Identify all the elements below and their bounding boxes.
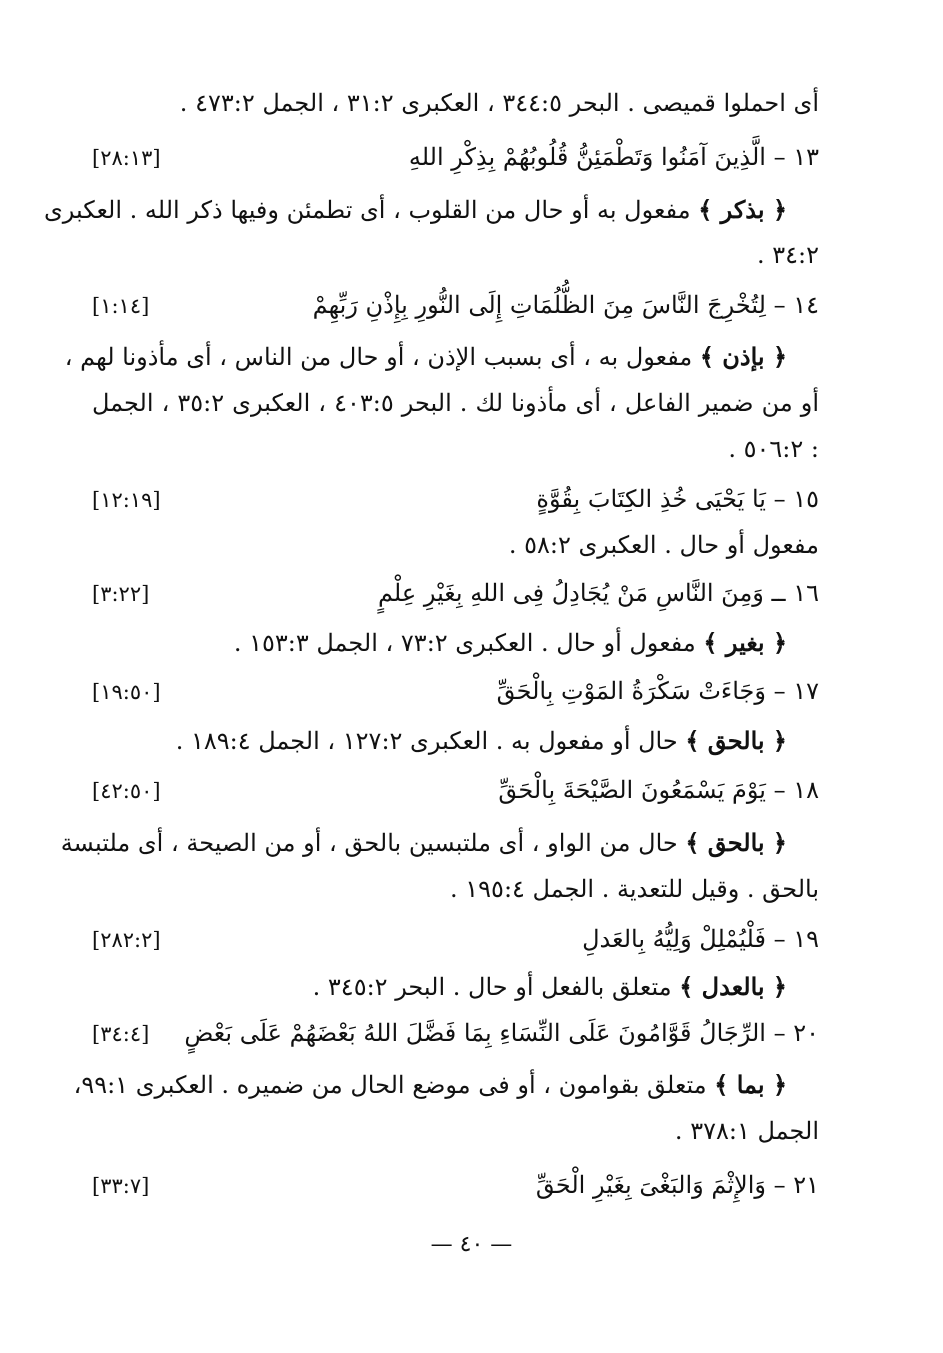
verse-reference: [٣:٢٢]	[92, 582, 150, 606]
text-line: : ٥٠٦:٢ .	[728, 435, 819, 463]
verse-reference: [٤٢:٥٠]	[92, 779, 161, 803]
key-word: ﴿ بالعدل ﴾	[679, 972, 787, 1001]
verse-line	[92, 482, 819, 517]
verse-text: ١٣ – الَّذِينَ آمَنُوا وَتَطْمَئِنُّ قُلُوبُهُمْ بِذِكْرِ اللهِ	[408, 143, 819, 171]
verse-line	[92, 140, 819, 175]
commentary-line: ﴿ بالحق ﴾ حال أو مفعول به . العكبرى ١٢٧:٢ ، الجمل ١٨٩:٤ .	[175, 726, 787, 755]
verse-reference: [٣٤:٤]	[92, 1022, 150, 1046]
verse-line	[92, 288, 819, 323]
key-word: ﴿ بالحق ﴾	[685, 726, 787, 755]
text-line: مفعول أو حال . العكبرى ٥٨:٢ .	[508, 531, 819, 559]
verse-reference: [١٢:١٩]	[92, 488, 161, 512]
commentary-line: ﴿ بإذن ﴾ مفعول به ، أى بسبب الإذن ، أو حال من الناس ، أى مأذونا لهم ،	[64, 342, 787, 371]
commentary-line: ﴿ بما ﴾ متعلق بقوامون ، أو فى موضع الحال من ضميره . العكبرى ٩٩:١،	[73, 1070, 787, 1099]
key-word: ﴿ بإذن ﴾	[699, 342, 787, 371]
verse-text: ١٥ – يَا يَحْيَى خُذِ الكِتَابَ بِقُوَّةٍ	[536, 485, 819, 513]
verse-line	[92, 773, 819, 808]
verse-text: ٢٠ – الرِّجَالُ قَوَّامُونَ عَلَى النِّسَاءِ بِمَا فَضَّلَ اللهُ بَعْضَهُمْ عَلَى بَعْضٍ	[184, 1019, 819, 1047]
text-line: ٣٤:٢ .	[756, 241, 819, 269]
text-line: الجمل ٣٧٨:١ .	[674, 1117, 819, 1145]
verse-reference: [١:١٤]	[92, 294, 150, 318]
verse-reference: [٢٨:١٣]	[92, 146, 161, 170]
verse-line	[92, 1168, 819, 1203]
verse-text: ١٨ – يَوْمَ يَسْمَعُونَ الصَّيْحَةَ بِالْحَقِّ	[498, 776, 819, 804]
key-word: ﴿ بغير ﴾	[703, 628, 787, 657]
verse-line	[92, 1016, 819, 1051]
verse-text: ١٧ – وَجَاءَتْ سَكْرَةُ المَوْتِ بِالْحَقِّ	[496, 677, 819, 705]
text-line: أو من ضمير الفاعل ، أى مأذونا لك . البحر ٤٠٣:٥ ، العكبرى ٣٥:٢ ، الجمل	[92, 389, 819, 417]
page-number: — ٤٠ —	[430, 1232, 513, 1257]
verse-text: ١٩ – فَلْيُمْلِلْ وَلِيُّهُ بِالعَدلِ	[582, 925, 819, 953]
commentary-line: ﴿ بالعدل ﴾ متعلق بالفعل أو حال . البحر ٣٤٥:٢ .	[312, 972, 787, 1001]
verse-line	[92, 674, 819, 709]
commentary-line: ﴿ بذكر ﴾ مفعول به أو حال من القلوب ، أى تطمئن وفيها ذكر الله . العكبرى	[43, 195, 787, 224]
key-word: ﴿ بما ﴾	[714, 1070, 787, 1099]
key-word: ﴿ بذكر ﴾	[698, 195, 787, 224]
verse-text: ١٦ ــ وَمِنَ النَّاسِ مَنْ يُجَادِلُ فِى اللهِ بِغَيْرِ عِلْمٍ	[377, 579, 819, 607]
commentary-line: ﴿ بالحق ﴾ حال من الواو ، أى ملتبسين بالحق ، أو من الصيحة ، أى ملتبسة	[60, 828, 787, 857]
commentary-line: ﴿ بغير ﴾ مفعول أو حال . العكبرى ٧٣:٢ ، الجمل ١٥٣:٣ .	[233, 628, 787, 657]
verse-line	[92, 576, 819, 611]
verse-reference: [٢٨٢:٢]	[92, 928, 161, 952]
key-word: ﴿ بالحق ﴾	[685, 828, 787, 857]
verse-line	[92, 922, 819, 957]
verse-text: ٢١ – وَالإِثْمَ وَالبَغْىَ بِغَيْرِ الْحَقِّ	[535, 1171, 819, 1199]
verse-reference: [١٩:٥٠]	[92, 680, 161, 704]
text-line: أى احملوا قميصى . البحر ٣٤٤:٥ ، العكبرى ٣١:٢ ، الجمل ٤٧٣:٢ .	[179, 89, 819, 117]
verse-text: ١٤ – لِتُخْرِجَ النَّاسَ مِنَ الظُّلُمَاتِ إِلَى النُّورِ بِإِذْنِ رَبِّهِمْ	[312, 291, 819, 319]
text-line: بالحق . وقيل للتعدية . الجمل ١٩٥:٤ .	[450, 875, 819, 903]
verse-reference: [٣٣:٧]	[92, 1174, 150, 1198]
